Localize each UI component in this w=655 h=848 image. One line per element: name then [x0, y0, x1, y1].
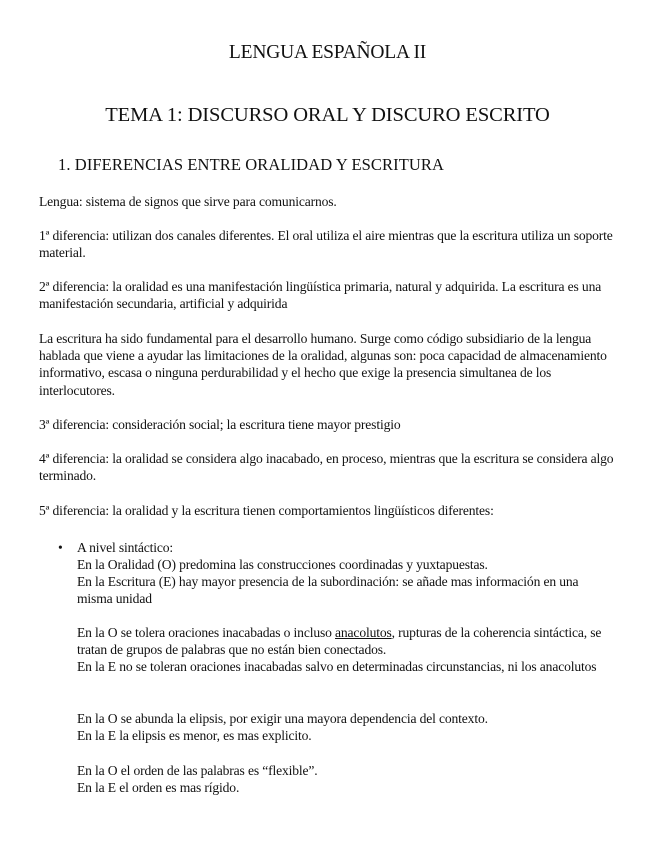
syntax-line-7: En la O el orden de las palabras es “flexible”.: [77, 763, 318, 778]
syntax-line-3: [77, 624, 617, 658]
paragraph-escritura: La escritura ha sido fundamental para el desarrollo humano. Surge como código subsidiario de la lengua hablada que viene a ayudar las limitaciones de la oralidad, algunas son: poca capacidad de almacenamiento informativo, escasa o ninguna perdurabilidad y el hecho que exige la presencia simultanea de los interlocutores.: [39, 331, 607, 398]
document-title: LENGUA ESPAÑOLA II: [228, 42, 427, 63]
paragraph-diferencia-3: 3ª diferencia: consideración social; la escritura tiene mayor prestigio: [39, 417, 401, 432]
syntax-line-4: En la E no se toleran oraciones inacabadas salvo en determinadas circunstancias, ni los anacolutos: [77, 659, 597, 674]
syntax-line-3-end: , rupturas de la coherencia sintáctica, se tratan de grupos de palabras que no están bien conectados.: [77, 625, 602, 658]
document-subtitle: TEMA 1: DISCURSO ORAL Y DISCURO ESCRITO: [105, 104, 550, 126]
section-heading: 1. DIFERENCIAS ENTRE ORALIDAD Y ESCRITURA: [58, 155, 445, 174]
paragraph-diferencia-1: 1ª diferencia: utilizan dos canales diferentes. El oral utiliza el aire mientras que la escritura utiliza un soporte material.: [39, 228, 613, 261]
paragraph-diferencia-2: 2ª diferencia: la oralidad es una manifestación lingüística primaria, natural y adquirida. La escritura es una manifestación secundaria, artificial y adquirida: [39, 279, 602, 312]
bullet-heading: A nivel sintáctico:: [77, 540, 174, 555]
paragraph-diferencia-5: 5ª diferencia: la oralidad y la escritura tienen comportamientos lingüísticos diferentes:: [39, 503, 494, 518]
paragraph-diferencia-4: 4ª diferencia: la oralidad se considera algo inacabado, en proceso, mientras que la escritura se considera algo terminado.: [39, 451, 614, 484]
syntax-line-5: En la O se abunda la elipsis, por exigir una mayora dependencia del contexto.: [77, 711, 488, 726]
syntax-line-1: En la Oralidad (O) predomina las construcciones coordinadas y yuxtapuestas.: [77, 557, 488, 572]
syntax-line-8: En la E el orden es mas rígido.: [77, 780, 240, 795]
paragraph-lengua: Lengua: sistema de signos que sirve para comunicarnos.: [39, 194, 337, 209]
anacolutos-link[interactable]: anacolutos: [335, 625, 392, 640]
bullet-marker: •: [58, 540, 63, 555]
syntax-line-3-start: En la O se tolera oraciones inacabadas o incluso: [77, 625, 336, 640]
syntax-line-6: En la E la elipsis es menor, es mas explicito.: [77, 728, 312, 743]
syntax-line-2: En la Escritura (E) hay mayor presencia de la subordinación: se añade mas información en una misma unidad: [77, 574, 579, 607]
